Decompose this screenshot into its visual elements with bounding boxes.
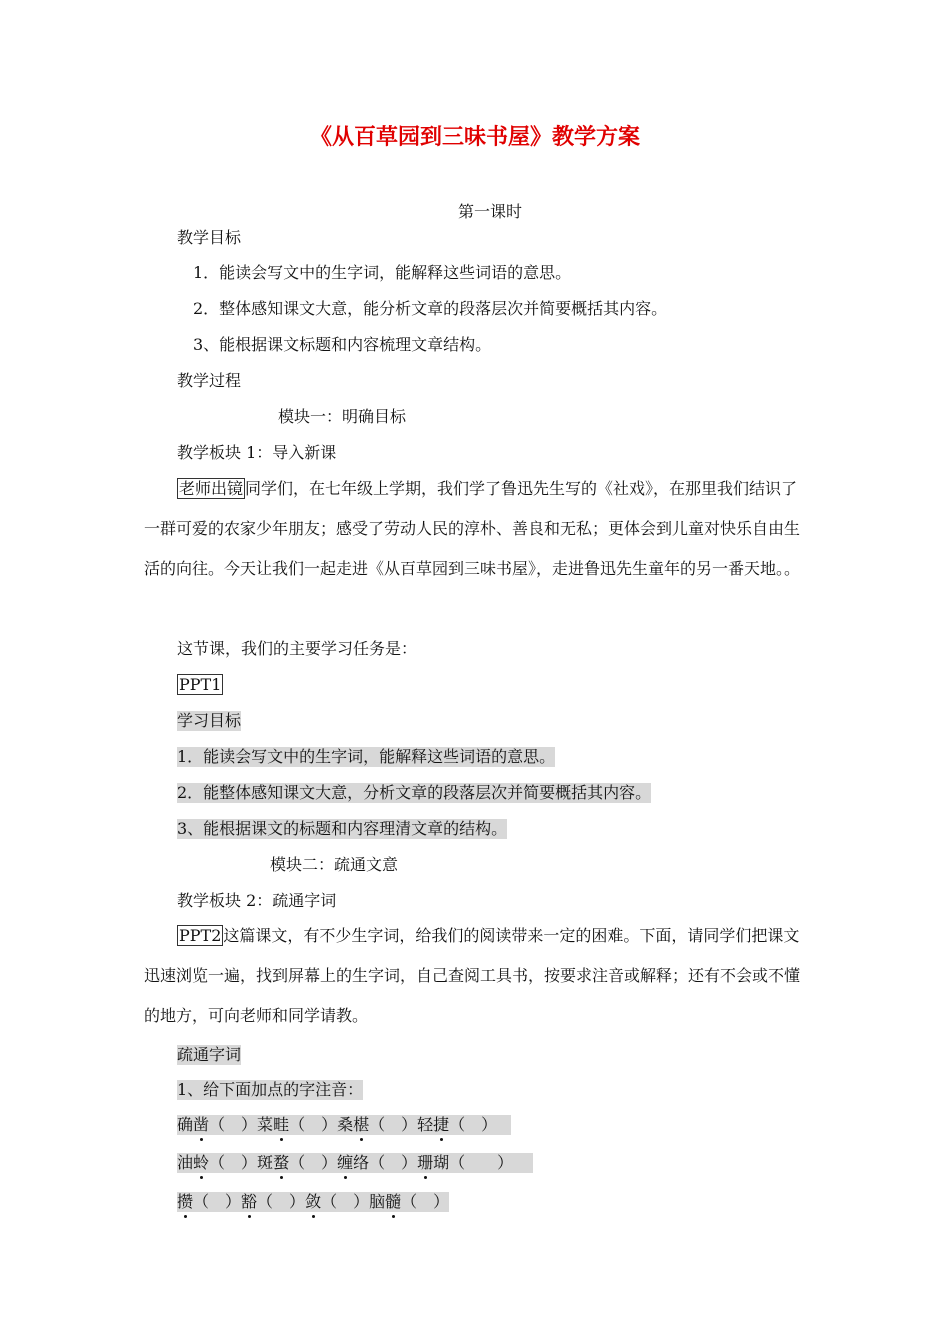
- dotted-character: 椹: [353, 1115, 370, 1134]
- pinyin-word: 轻捷（ ）: [417, 1115, 498, 1134]
- dotted-character: 捷: [433, 1115, 450, 1134]
- module-one-heading: 模块一：明确目标: [278, 407, 407, 426]
- ppt1-tag: PPT1: [179, 675, 222, 694]
- vocab-heading: 疏通字词: [177, 1045, 242, 1064]
- vocab-paragraph: [144, 916, 806, 1036]
- pinyin-word: 敛（ ）: [305, 1192, 370, 1211]
- pinyin-row-1: [177, 1115, 511, 1135]
- lesson-label: 第一课时: [458, 202, 523, 221]
- intro-text: 同学们，在七年级上学期，我们学了鲁迅先生写的《社戏》，在那里我们结识了一群可爱的农家少年朋友；感受了劳动人民的淳朴、善良和无私；更体会到儿童对快乐自由生活的向往。今天让我们一起走进《从百草园到三味书屋》，走进鲁迅先生童年的另一番天地。。: [144, 479, 801, 578]
- pinyin-word: 脑髓（ ）: [369, 1192, 450, 1211]
- dotted-character: 蝥: [273, 1153, 290, 1172]
- pinyin-word: 斑蝥（ ）: [257, 1153, 338, 1172]
- goal-item: 3、能根据课文标题和内容梳理文章结构。: [193, 335, 492, 354]
- pinyin-word: 缠络（ ）: [337, 1153, 418, 1172]
- pinyin-word: 攒（ ）: [177, 1192, 242, 1211]
- dotted-character: 髓: [385, 1192, 402, 1211]
- pinyin-row-2: [177, 1153, 533, 1173]
- dotted-character: 敛: [305, 1192, 322, 1211]
- vocab-text: 这篇课文，有不少生字词，给我们的阅读带来一定的困难。下面，请同学们把课文迅速浏览一遍，找到屏幕上的生字词，自己查阅工具书，按要求注音或解释；还有不会或不懂的地方，可向老师和同学请教。: [144, 926, 801, 1025]
- block-one-heading: 教学板块 1：导入新课: [177, 443, 337, 462]
- teacher-tag: 老师出镜: [179, 479, 244, 498]
- pinyin-row-3: [177, 1192, 449, 1212]
- pinyin-word: 确凿（ ）: [177, 1115, 258, 1134]
- ppt2-tag: PPT2: [179, 926, 222, 945]
- pinyin-word: 菜畦（ ）: [257, 1115, 338, 1134]
- goal-item: 1．能读会写文中的生字词，能解释这些词语的意思。: [193, 263, 572, 282]
- dotted-character: 缠: [337, 1153, 354, 1172]
- block-two-heading: 教学板块 2：疏通字词: [177, 891, 337, 910]
- dotted-character: 畦: [273, 1115, 290, 1134]
- pinyin-word: 桑椹（ ）: [337, 1115, 418, 1134]
- document-title: 《从百草园到三味书屋》教学方案: [309, 124, 640, 150]
- dotted-character: 蛉: [193, 1153, 210, 1172]
- pinyin-word: 豁（ ）: [241, 1192, 306, 1211]
- dotted-character: 豁: [241, 1192, 258, 1211]
- goals-heading: 教学目标: [177, 228, 242, 247]
- goal-item: 2．整体感知课文大意，能分析文章的段落层次并简要概括其内容。: [193, 299, 668, 318]
- dotted-character: 攒: [177, 1192, 194, 1211]
- process-heading: 教学过程: [177, 371, 242, 390]
- study-goal-item: 1．能读会写文中的生字词，能解释这些词语的意思。: [177, 747, 556, 766]
- intro-paragraph: [144, 469, 806, 589]
- dotted-character: 珊: [417, 1153, 434, 1172]
- task-line: 这节课，我们的主要学习任务是：: [177, 639, 418, 658]
- pinyin-word: 油蛉（ ）: [177, 1153, 258, 1172]
- exercise-one: 1、给下面加点的字注音：: [177, 1080, 364, 1099]
- dotted-character: 凿: [193, 1115, 210, 1134]
- study-goals-heading: 学习目标: [177, 711, 242, 730]
- module-two-heading: 模块二：疏通文意: [270, 855, 399, 874]
- pinyin-word: 珊瑚（ ）: [417, 1153, 514, 1172]
- study-goal-item: 2．能整体感知课文大意，分析文章的段落层次并简要概括其内容。: [177, 783, 652, 802]
- study-goal-item: 3、能根据课文的标题和内容理清文章的结构。: [177, 819, 508, 838]
